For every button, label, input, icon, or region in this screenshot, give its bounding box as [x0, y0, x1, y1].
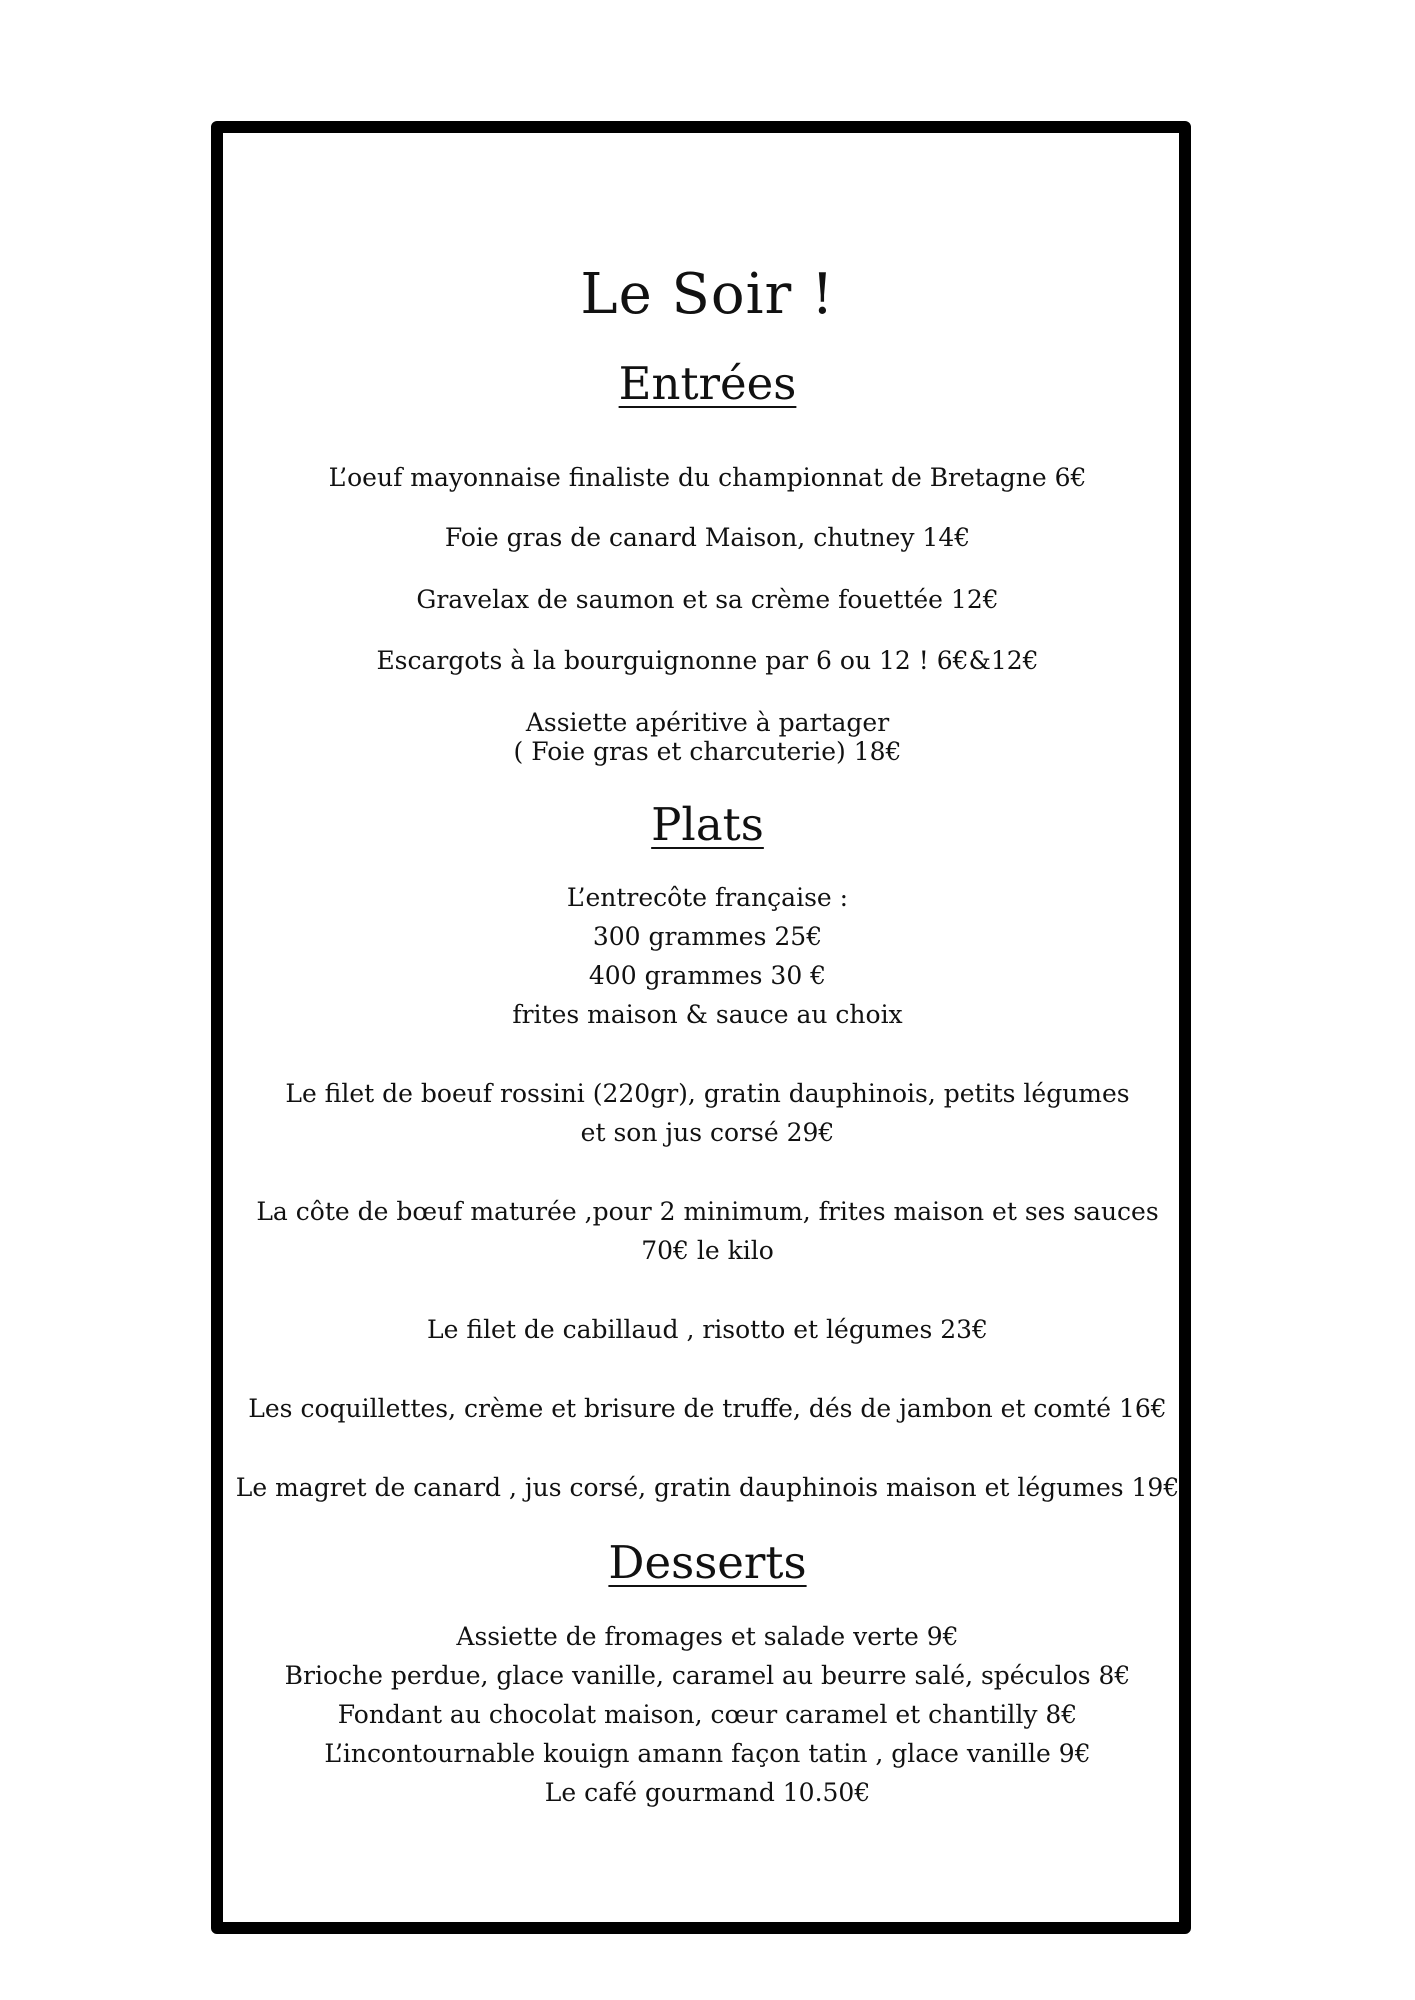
entrees-heading: Entrées [618, 357, 797, 410]
plat-item-entrecote-400g: 400 grammes 30 € [588, 961, 827, 990]
dessert-item-fondant: Fondant au chocolat maison, cœur caramel et chantilly 8€ [337, 1700, 1078, 1729]
plat-item-cote-de-boeuf-price: 70€ le kilo [641, 1236, 774, 1265]
entree-item-assiette-aperitive-detail: ( Foie gras et charcuterie) 18€ [513, 737, 902, 766]
desserts-heading: Desserts [608, 1536, 807, 1589]
plat-item-coquillettes: Les coquillettes, crème et brisure de truffe, dés de jambon et comté 16€ [248, 1394, 1167, 1423]
entree-item-foie-gras: Foie gras de canard Maison, chutney 14€ [444, 523, 971, 552]
dessert-item-cafe-gourmand: Le café gourmand 10.50€ [544, 1778, 871, 1807]
menu-title: Le Soir ! [580, 262, 835, 327]
plat-item-filet-rossini-jus: et son jus corsé 29€ [580, 1118, 835, 1147]
plat-item-magret: Le magret de canard , jus corsé, gratin dauphinois maison et légumes 19€ [235, 1473, 1180, 1502]
plat-item-cabillaud: Le filet de cabillaud , risotto et légumes 23€ [427, 1315, 988, 1344]
plat-item-cote-de-boeuf: La côte de bœuf maturée ,pour 2 minimum, frites maison et ses sauces [256, 1197, 1159, 1226]
entree-item-oeuf-mayonnaise: L’oeuf mayonnaise finaliste du championnat de Bretagne 6€ [328, 463, 1087, 492]
plat-item-entrecote-sides: frites maison & sauce au choix [512, 1000, 903, 1029]
entree-item-assiette-aperitive: Assiette apéritive à partager [525, 708, 890, 737]
dessert-item-kouign-amann: L’incontournable kouign amann façon tatin , glace vanille 9€ [324, 1739, 1091, 1768]
plat-item-entrecote-300g: 300 grammes 25€ [592, 922, 823, 951]
dessert-item-brioche: Brioche perdue, glace vanille, caramel au beurre salé, spéculos 8€ [284, 1661, 1131, 1690]
entree-item-gravelax: Gravelax de saumon et sa crème fouettée 12€ [416, 585, 999, 614]
entree-item-escargots: Escargots à la bourguignonne par 6 ou 12 ! 6€&12€ [376, 646, 1039, 675]
dessert-item-fromages: Assiette de fromages et salade verte 9€ [456, 1622, 959, 1651]
plat-item-entrecote: L’entrecôte française : [566, 883, 849, 912]
plats-heading: Plats [651, 798, 764, 851]
plat-item-filet-rossini: Le filet de boeuf rossini (220gr), gratin dauphinois, petits légumes [285, 1079, 1130, 1108]
